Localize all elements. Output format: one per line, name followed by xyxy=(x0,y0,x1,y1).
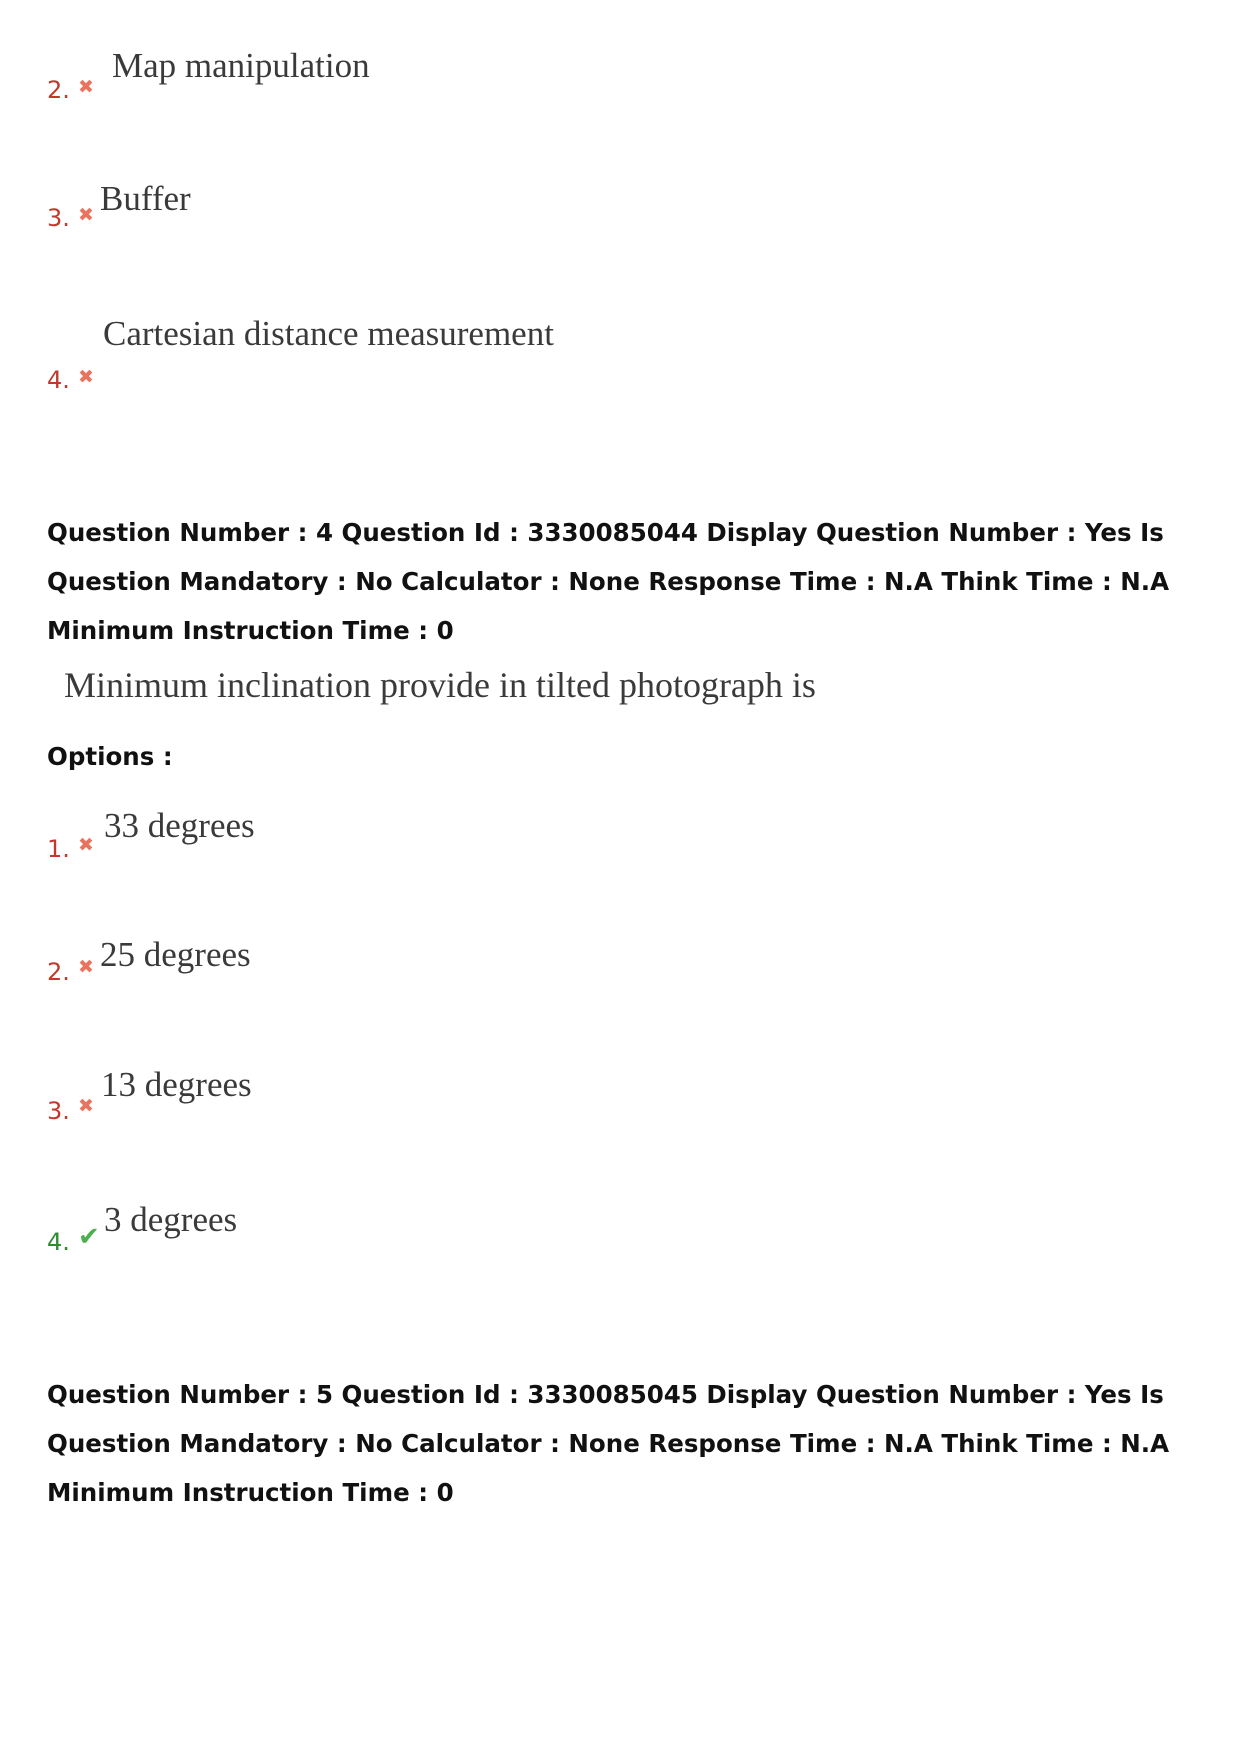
question-meta: Question Number : 5 Question Id : 3330085045 Display Question Number : Yes Is Question Mandatory : No Calculator : None Response Time : N.A Think Time : N.A Minimum Instruction Time : 0 xyxy=(47,1380,1170,1507)
option-number: 3. xyxy=(47,1097,70,1125)
cross-icon: ✖ xyxy=(78,1095,94,1117)
check-icon: ✔ xyxy=(78,1222,100,1252)
option-number: 2. xyxy=(47,958,70,986)
option-text: 33 degrees xyxy=(104,806,255,845)
question-text: Minimum inclination provide in tilted photograph is xyxy=(64,665,816,705)
option-text: Buffer xyxy=(100,179,191,218)
options-label: Options : xyxy=(47,742,173,771)
option-number: 4. xyxy=(47,1228,70,1256)
option-text: 13 degrees xyxy=(101,1065,252,1104)
cross-icon: ✖ xyxy=(78,956,94,978)
cross-icon: ✖ xyxy=(78,366,94,388)
option-number: 2. xyxy=(47,76,70,104)
option-number: 1. xyxy=(47,835,70,863)
cross-icon: ✖ xyxy=(78,204,94,226)
cross-icon: ✖ xyxy=(78,76,94,98)
cross-icon: ✖ xyxy=(78,834,94,856)
option-text: Map manipulation xyxy=(112,46,370,85)
option-number: 3. xyxy=(47,204,70,232)
option-text: 25 degrees xyxy=(100,935,251,974)
option-text: 3 degrees xyxy=(104,1200,238,1239)
option-number: 4. xyxy=(47,366,70,394)
option-text: Cartesian distance measurement xyxy=(103,314,554,353)
question-meta: Question Number : 4 Question Id : 3330085044 Display Question Number : Yes Is Question Mandatory : No Calculator : None Response Time : N.A Think Time : N.A Minimum Instruction Time : 0 xyxy=(47,518,1170,645)
